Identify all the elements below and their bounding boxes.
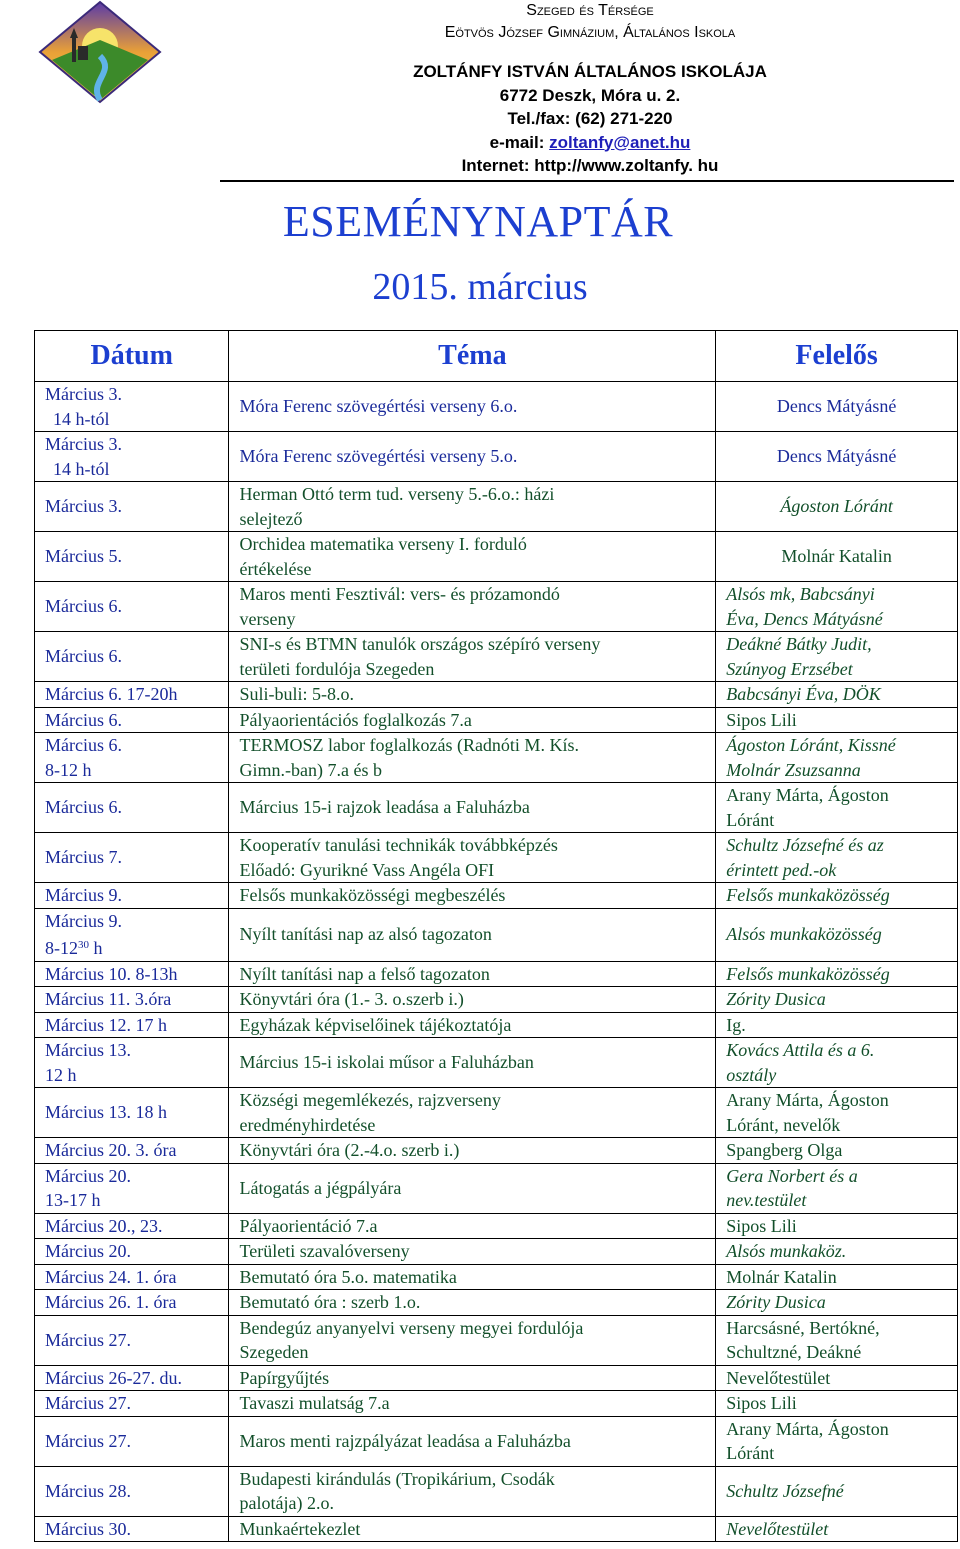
event-responsible-line: Deákné Bátky Judit, — [726, 634, 872, 654]
event-responsible — [716, 908, 958, 961]
event-date — [35, 1038, 229, 1088]
event-topic-line: Területi szavalóverseny — [239, 1241, 410, 1261]
event-date-line: Március 20. — [45, 1165, 131, 1186]
table-row — [35, 783, 958, 833]
event-time: 14 h-tól — [53, 458, 110, 479]
internet-label: Internet: — [461, 156, 535, 175]
table-row — [35, 833, 958, 883]
event-topic-line: selejtező — [239, 508, 303, 529]
event-topic — [229, 1038, 716, 1088]
event-date — [35, 532, 229, 582]
event-topic-line: Gimn.-ban) 7.a és b — [239, 759, 382, 780]
event-topic-line: TERMOSZ labor foglalkozás (Radnóti M. Kís. — [239, 735, 579, 755]
event-responsible — [716, 1239, 958, 1265]
event-responsible-line: Ágoston Lóránt — [780, 496, 893, 517]
event-date-line: Március 5. — [45, 546, 122, 567]
page-title-text: ESEMÉNYNAPTÁR — [282, 197, 674, 246]
event-date — [35, 1416, 229, 1466]
event-date-line: Március 6. — [45, 596, 122, 617]
event-topic-line: Március 15-i rajzok leadása a Faluházba — [239, 797, 530, 818]
school-email-line — [220, 131, 960, 155]
event-responsible-line: Szúnyog Erzsébet — [726, 658, 853, 679]
event-date — [35, 1290, 229, 1316]
event-topic-line: területi fordulója Szegeden — [239, 658, 435, 679]
event-topic-line: Papírgyűjtés — [239, 1367, 330, 1388]
event-date — [35, 961, 229, 987]
table-row — [35, 1213, 958, 1239]
event-responsible-line: Arany Márta, Ágoston — [726, 785, 889, 805]
event-date-line: Március 13. 18 h — [45, 1102, 167, 1123]
event-date-line: Március 3. — [45, 434, 122, 454]
table-row — [35, 1264, 958, 1290]
event-topic-line: Szegeden — [239, 1342, 309, 1362]
event-topic-line: Előadó: Gyurikné Vass Angéla OFI — [239, 859, 495, 880]
event-topic — [229, 1138, 716, 1164]
event-responsible — [716, 707, 958, 733]
event-date-line: Március 28. — [45, 1480, 131, 1501]
event-responsible-line: Arany Márta, Ágoston — [726, 1418, 889, 1439]
event-topic-line: Herman Ottó term tud. verseny 5.-6.o.: házi — [239, 484, 555, 504]
table-row — [35, 1163, 958, 1213]
event-responsible-line: Arany Márta, Ágoston — [726, 1090, 889, 1110]
event-topic-line: eredményhirdetése — [239, 1114, 376, 1135]
event-date — [35, 1315, 229, 1365]
header-line-1: Szeged és Térsége — [526, 2, 654, 19]
event-date-line: Március 27. — [45, 1329, 131, 1350]
event-date — [35, 987, 229, 1013]
event-responsible-line: Zórity Dusica — [726, 989, 826, 1009]
event-responsible — [716, 1315, 958, 1365]
table-row — [35, 1290, 958, 1316]
table-header-row — [35, 331, 958, 382]
table-row — [35, 961, 958, 987]
event-date-line: Március 20. — [45, 1241, 131, 1261]
event-topic-line: Tavaszi mulatság 7.a — [239, 1393, 390, 1413]
event-date-line: Március 7. — [45, 847, 122, 868]
event-topic — [229, 632, 716, 682]
event-topic — [229, 833, 716, 883]
event-responsible-line: Zórity Dusica — [726, 1292, 826, 1312]
event-responsible — [716, 987, 958, 1013]
table-row — [35, 1516, 958, 1542]
event-topic — [229, 1163, 716, 1213]
event-date — [35, 1138, 229, 1164]
event-responsible — [716, 432, 958, 482]
event-time-line — [45, 407, 218, 432]
event-date — [35, 1516, 229, 1542]
event-responsible-line: Lóránt — [726, 809, 775, 830]
table-row — [35, 582, 958, 632]
event-responsible-line: Alsós munkaközösség — [726, 924, 882, 945]
event-topic — [229, 1239, 716, 1265]
event-responsible-line: Harcsásné, Bertókné, — [726, 1317, 880, 1338]
event-date-line: Március 20. 3. óra — [45, 1140, 177, 1160]
event-responsible — [716, 733, 958, 783]
event-responsible-line: Schultz Józsefné — [726, 1480, 844, 1501]
event-responsible-line: Molnár Zsuzsanna — [726, 759, 861, 780]
table-row — [35, 1088, 958, 1138]
event-topic — [229, 1516, 716, 1542]
event-calendar-table — [34, 330, 958, 1542]
event-date-line: Március 13. — [45, 1040, 131, 1060]
event-responsible-line: Schultz Józsefné és az — [726, 835, 884, 855]
event-date-line: Március 6. — [45, 646, 122, 667]
event-date — [35, 1088, 229, 1138]
event-responsible-line: Spangberg Olga — [726, 1140, 843, 1160]
table-row — [35, 1012, 958, 1038]
event-date-line: Március 6. — [45, 797, 122, 818]
event-date-line: Március 12. 17 h — [45, 1014, 167, 1035]
event-time: 8-12 h — [45, 759, 92, 780]
event-responsible — [716, 1163, 958, 1213]
table-row — [35, 1038, 958, 1088]
event-topic — [229, 682, 716, 708]
event-topic — [229, 1315, 716, 1365]
event-topic — [229, 961, 716, 987]
event-date-line: Március 26. 1. óra — [45, 1292, 177, 1312]
event-date-line: Március 6. — [45, 709, 122, 730]
event-time-unit: h — [89, 938, 103, 958]
event-responsible — [716, 1038, 958, 1088]
event-topic — [229, 783, 716, 833]
event-date-line: Március 3. — [45, 384, 122, 404]
table-row — [35, 707, 958, 733]
school-address: 6772 Deszk, Móra u. 2. — [499, 85, 681, 105]
event-topic — [229, 582, 716, 632]
event-topic-line: Pályaorientációs foglalkozás 7.a — [239, 709, 472, 730]
event-responsible-line: Sipos Lili — [726, 1215, 797, 1236]
event-date — [35, 1365, 229, 1391]
event-topic-line: Könyvtári óra (2.-4.o. szerb i.) — [239, 1140, 460, 1160]
event-topic-line: Kooperatív tanulási technikák továbbképzés — [239, 835, 558, 855]
event-topic-line: Egyházak képviselőinek tájékoztatója — [239, 1014, 512, 1035]
event-responsible — [716, 1012, 958, 1038]
event-topic — [229, 1391, 716, 1417]
event-date-line: Március 30. — [45, 1518, 131, 1539]
event-time: 8-12 — [45, 938, 78, 958]
event-topic-line: értékelése — [239, 558, 312, 579]
table-row — [35, 682, 958, 708]
email-label: e-mail: — [489, 132, 550, 152]
event-responsible-line: Sipos Lili — [726, 709, 797, 730]
event-responsible-line: Molnár Katalin — [726, 1266, 837, 1287]
event-topic-line: SNI-s és BTMN tanulók országos szépíró verseny — [239, 634, 601, 654]
event-date-line: Március 9. — [45, 910, 122, 931]
table-row — [35, 1315, 958, 1365]
event-responsible-line: Ig. — [726, 1014, 746, 1035]
event-time-line — [45, 1063, 218, 1088]
event-date-line: Március 6. 17-20h — [45, 684, 178, 704]
event-date — [35, 1239, 229, 1265]
event-date — [35, 1466, 229, 1516]
column-header-date: Dátum — [35, 331, 229, 382]
school-name: ZOLTÁNFY ISTVÁN ÁLTALÁNOS ISKOLÁJA — [413, 62, 767, 81]
event-topic-line: palotája) 2.o. — [239, 1493, 334, 1513]
event-date-line: Március 27. — [45, 1393, 131, 1413]
event-date-line: Március 11. 3.óra — [45, 989, 172, 1009]
event-responsible — [716, 1365, 958, 1391]
event-responsible-line: Schultzné, Deákné — [726, 1342, 862, 1362]
event-responsible — [716, 682, 958, 708]
table-row — [35, 883, 958, 909]
event-topic — [229, 432, 716, 482]
event-responsible-line: Molnár Katalin — [781, 546, 892, 567]
school-header — [220, 0, 960, 178]
event-responsible-line: Felsős munkaközösség — [726, 885, 890, 905]
email-link[interactable]: zoltanfy@anet.hu — [549, 132, 691, 152]
event-topic — [229, 1213, 716, 1239]
table-row — [35, 1138, 958, 1164]
event-date — [35, 733, 229, 783]
event-responsible — [716, 1264, 958, 1290]
event-date — [35, 833, 229, 883]
table-row — [35, 1365, 958, 1391]
event-topic-line: verseny — [239, 608, 296, 629]
event-responsible-line: Nevelőtestület — [726, 1367, 831, 1388]
event-responsible — [716, 1466, 958, 1516]
event-date — [35, 1391, 229, 1417]
event-date — [35, 382, 229, 432]
event-topic-line: Községi megemlékezés, rajzverseny — [239, 1090, 501, 1110]
event-date-line: Március 9. — [45, 885, 122, 905]
table-row — [35, 987, 958, 1013]
event-topic — [229, 1264, 716, 1290]
event-date — [35, 682, 229, 708]
event-topic-line: Bemutató óra 5.o. matematika — [239, 1266, 457, 1287]
table-row — [35, 1391, 958, 1417]
event-topic — [229, 1365, 716, 1391]
event-responsible — [716, 1391, 958, 1417]
school-phone: Tel./fax: (62) 271-220 — [507, 109, 673, 128]
event-date-line: Március 6. — [45, 735, 122, 755]
event-responsible-line: Nevelőtestület — [726, 1518, 829, 1539]
event-responsible — [716, 1088, 958, 1138]
event-responsible — [716, 1416, 958, 1466]
table-row — [35, 1239, 958, 1265]
event-responsible — [716, 1138, 958, 1164]
event-responsible-line: nev.testület — [726, 1190, 807, 1210]
event-time-line — [45, 933, 218, 961]
event-responsible-line: Dencs Mátyásné — [776, 446, 897, 467]
column-header-responsible: Felelős — [716, 331, 958, 382]
event-date — [35, 783, 229, 833]
event-topic — [229, 382, 716, 432]
event-date — [35, 432, 229, 482]
event-rows — [35, 382, 958, 1542]
event-topic-line: Móra Ferenc szövegértési verseny 6.o. — [239, 396, 518, 417]
internet-address: http://www.zoltanfy. hu — [534, 156, 719, 175]
event-topic-line: Móra Ferenc szövegértési verseny 5.o. — [239, 446, 518, 467]
event-date — [35, 1163, 229, 1213]
event-topic-line: Maros menti Fesztivál: vers- és prózamondó — [239, 584, 560, 604]
event-responsible — [716, 632, 958, 682]
event-topic — [229, 1012, 716, 1038]
event-time: 14 h-tól — [53, 408, 110, 429]
event-responsible — [716, 833, 958, 883]
page-title — [0, 196, 960, 247]
event-time-line — [45, 457, 218, 482]
event-topic-line: Budapesti kirándulás (Tropikárium, Csodák — [239, 1468, 555, 1489]
table-row — [35, 1466, 958, 1516]
table-row — [35, 632, 958, 682]
event-topic — [229, 908, 716, 961]
event-topic — [229, 1290, 716, 1316]
event-topic — [229, 733, 716, 783]
event-time-line — [45, 1188, 218, 1213]
table-row — [35, 1416, 958, 1466]
event-date — [35, 883, 229, 909]
event-topic — [229, 707, 716, 733]
event-responsible-line: osztály — [726, 1064, 777, 1085]
table-row — [35, 908, 958, 961]
event-topic-line: Pályaorientáció 7.a — [239, 1215, 378, 1236]
event-topic — [229, 883, 716, 909]
event-topic-line: Maros menti rajzpályázat leadása a Faluházba — [239, 1430, 571, 1451]
table-row — [35, 532, 958, 582]
page-subtitle: 2015. március — [372, 266, 588, 308]
event-responsible-line: Ágoston Lóránt, Kissné — [726, 735, 896, 755]
table-row — [35, 733, 958, 783]
event-responsible — [716, 961, 958, 987]
event-responsible-line: Éva, Dencs Mátyásné — [726, 608, 883, 629]
event-responsible-line: érintett ped.-ok — [726, 859, 837, 880]
event-responsible-line: Kovács Attila és a 6. — [726, 1040, 875, 1060]
event-date-line: Március 20., 23. — [45, 1215, 163, 1236]
event-date — [35, 707, 229, 733]
event-date-line: Március 24. 1. óra — [45, 1266, 177, 1287]
event-topic — [229, 482, 716, 532]
event-responsible — [716, 582, 958, 632]
event-date — [35, 482, 229, 532]
event-topic-line: Bendegúz anyanyelvi verseny megyei fordulója — [239, 1317, 584, 1338]
event-topic — [229, 1416, 716, 1466]
event-responsible — [716, 532, 958, 582]
event-responsible — [716, 1516, 958, 1542]
event-topic-line: Orchidea matematika verseny I. forduló — [239, 534, 527, 554]
event-date — [35, 632, 229, 682]
header-line-2: Eötvös József Gimnázium, Általános Iskola — [444, 24, 736, 41]
event-topic-line: Bemutató óra : szerb 1.o. — [239, 1292, 421, 1312]
event-responsible — [716, 482, 958, 532]
event-date — [35, 1012, 229, 1038]
event-responsible — [716, 883, 958, 909]
header-divider — [220, 180, 954, 182]
event-responsible-line: Alsós mk, Babcsányi — [726, 584, 875, 604]
event-responsible — [716, 783, 958, 833]
event-responsible-line: Dencs Mátyásné — [776, 396, 897, 417]
event-date-line: Március 27. — [45, 1430, 131, 1451]
event-responsible-line: Alsós munkaköz. — [726, 1241, 847, 1261]
event-responsible — [716, 1290, 958, 1316]
event-topic — [229, 1466, 716, 1516]
event-topic-line: Munkaértekezlet — [239, 1518, 361, 1539]
event-date — [35, 582, 229, 632]
event-time: 13-17 h — [45, 1190, 101, 1210]
column-header-topic: Téma — [229, 331, 716, 382]
school-logo — [38, 0, 162, 104]
event-topic — [229, 987, 716, 1013]
event-topic-line: Látogatás a jégpályára — [239, 1177, 402, 1198]
event-topic-line: Március 15-i iskolai műsor a Faluházban — [239, 1052, 534, 1073]
event-time-minutes: 30 — [78, 939, 89, 951]
event-topic-line: Nyílt tanítási nap a felső tagozaton — [239, 963, 490, 984]
table-row — [35, 382, 958, 432]
event-topic-line: Suli-buli: 5-8.o. — [239, 684, 354, 704]
event-topic-line: Könyvtári óra (1.- 3. o.szerb i.) — [239, 989, 464, 1009]
event-topic — [229, 532, 716, 582]
event-responsible-line: Felsős munkaközösség — [726, 963, 890, 984]
event-date — [35, 1213, 229, 1239]
event-responsible-line: Lóránt — [726, 1443, 775, 1463]
school-internet-line — [220, 154, 960, 178]
event-date-line: Március 3. — [45, 496, 122, 517]
event-topic-line: Felsős munkaközösségi megbeszélés — [239, 885, 506, 905]
event-topic-line: Nyílt tanítási nap az alsó tagozaton — [239, 924, 492, 945]
event-date — [35, 1264, 229, 1290]
event-date — [35, 908, 229, 961]
event-responsible-line: Lóránt, nevelők — [726, 1114, 841, 1135]
event-responsible — [716, 1213, 958, 1239]
table-row — [35, 432, 958, 482]
event-date-line: Március 10. 8-13h — [45, 963, 178, 984]
event-responsible-line: Sipos Lili — [726, 1393, 797, 1413]
event-topic — [229, 1088, 716, 1138]
table-row — [35, 482, 958, 532]
event-date-line: Március 26-27. du. — [45, 1367, 182, 1388]
event-responsible-line: Gera Norbert és a — [726, 1165, 858, 1186]
event-responsible — [716, 382, 958, 432]
event-time-line — [45, 758, 218, 783]
event-time: 12 h — [45, 1064, 77, 1085]
event-responsible-line: Babcsányi Éva, DÖK — [726, 684, 881, 704]
